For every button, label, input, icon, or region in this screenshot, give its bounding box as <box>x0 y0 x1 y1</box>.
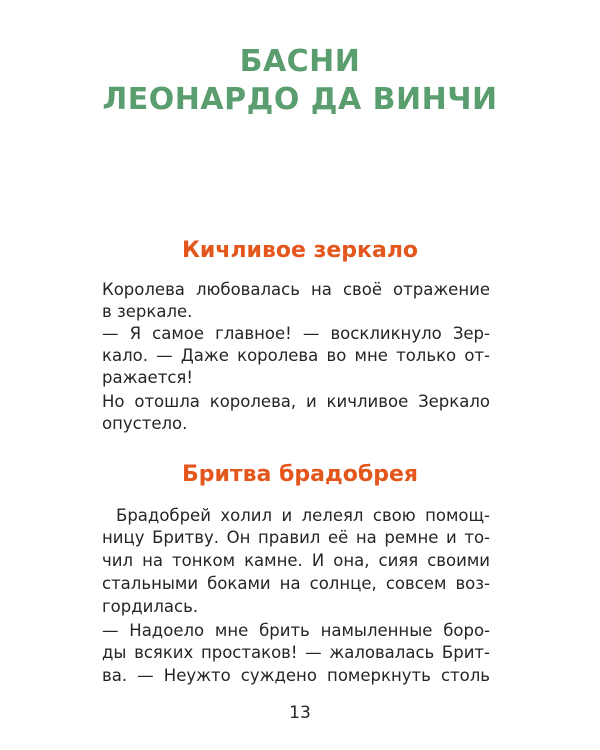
fable-text-line: опустело. <box>102 414 188 433</box>
fable-text-line: Королева любовалась на своё отражение <box>102 280 490 299</box>
fable-text-line: — Я самое главное! — воскликнуло Зер- <box>102 324 490 343</box>
fable-text-line: стальными боками на солнце, совсем воз- <box>102 574 490 593</box>
fable-title-mirror: Кичливое зеркало <box>181 238 419 263</box>
fable-text-line: ва. — Неужто суждено померкнуть столь <box>102 666 490 685</box>
book-title-line-2: ЛЕОНАРДО ДА ВИНЧИ <box>102 82 498 117</box>
fable-text-line: — Надоело мне брить намыленные боро- <box>102 621 490 640</box>
fable-title-razor: Бритва брадобрея <box>181 462 419 487</box>
fable-text-line: ницу Бритву. Он правил её на ремне и то- <box>102 528 490 547</box>
fable-text-line: чил на тонком камне. И она, сияя своими <box>102 551 490 570</box>
fable-text-line: ды всяких простаков! — жаловалась Брит- <box>102 643 490 662</box>
fable-text-line: Но отошла королева, и кичливое Зеркало <box>102 392 490 411</box>
fable-text-line: кало. — Даже королева во мне только от- <box>102 346 490 365</box>
fable-text-line: в зеркале. <box>102 302 193 321</box>
page-number: 13 <box>289 703 311 723</box>
fable-text-line: гордилась. <box>102 597 199 616</box>
fable-text-line: ражается! <box>102 368 193 387</box>
fable-text-line: Брадобрей холил и лелеял свою помощ- <box>116 506 490 525</box>
book-title-line-1: БАСНИ <box>239 44 361 79</box>
